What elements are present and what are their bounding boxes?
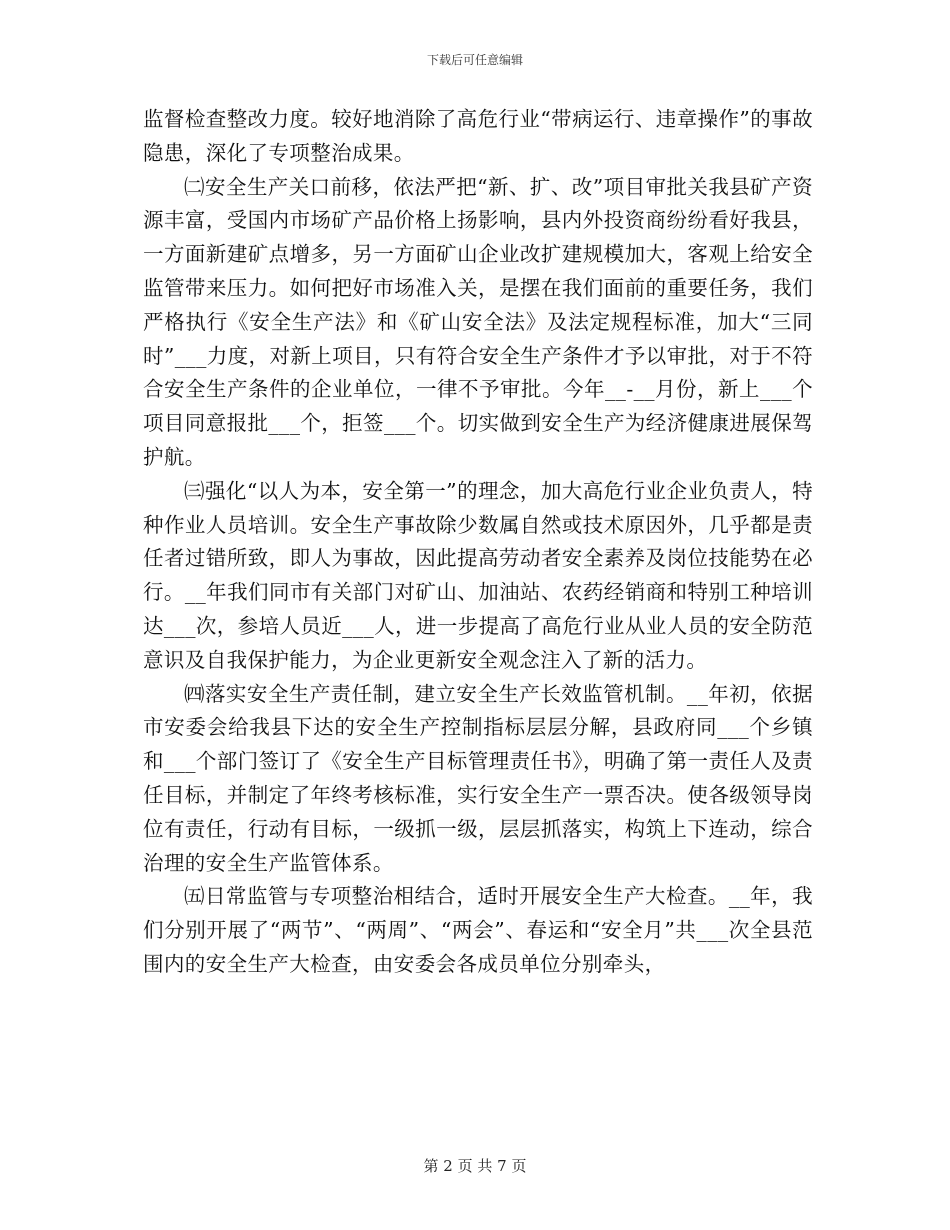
paragraph-5: ㈤日常监管与专项整治相结合，适时开展安全生产大检查。__年，我们分别开展了“两节”、“两周”、“两会”、春运和“安全月”共___次全县范围内的安全生产大检查，由安委会各成员单位分别牵头， [143,884,813,976]
paragraph-3: ㈢强化“以人为本，安全第一”的理念，加大高危行业企业负责人，特种作业人员培训。安全生产事故除少数属自然或技术原因外，几乎都是责任者过错所致，即人为事故，因此提高劳动者安全素养及岗位技能势在必行。__年我们同市有关部门对矿山、加油站、农药经销商和特别工种培训达___次，参培人员近___人，进一步提高了高危行业从业人员的安全防范意识及自我保护能力，为企业更新安全观念注入了新的活力。 [143,478,813,672]
page-number: 第 2 页 共 7 页 [423,1157,527,1175]
page-header: 下载后可任意编辑 [426,53,523,67]
document-body [143,103,813,982]
paragraph-1: 监督检查整改力度。较好地消除了高危行业“带病运行、违章操作”的事故隐患，深化了专项整治成果。 [143,107,813,165]
paragraph-2: ㈡安全生产关口前移，依法严把“新、扩、改”项目审批关我县矿产资源丰富，受国内市场矿产品价格上扬影响，县内外投资商纷纷看好我县，一方面新建矿点增多，另一方面矿山企业改扩建规模加大，客观上给安全监管带来压力。如何把好市场准入关，是摆在我们面前的重要任务，我们严格执行《安全生产法》和《矿山安全法》及法定规程标准，加大“三同时”___力度，对新上项目，只有符合安全生产条件才予以审批，对于不符合安全生产条件的企业单位，一律不予审批。今年__-__月份，新上___个项目同意报批___个，拒签___个。切实做到安全生产为经济健康进展保驾护航。 [143,174,814,469]
paragraph-4: ㈣落实安全生产责任制，建立安全生产长效监管机制。__年初，依据市安委会给我县下达的安全生产控制指标层层分解，县政府同___个乡镇和___个部门签订了《安全生产目标管理责任书》，明确了第一责任人及责任目标，并制定了年终考核标准，实行安全生产一票否决。使各级领导岗位有责任，行动有目标，一级抓一级，层层抓落实，构筑上下连动，综合治理的安全生产监管体系。 [143,681,813,875]
